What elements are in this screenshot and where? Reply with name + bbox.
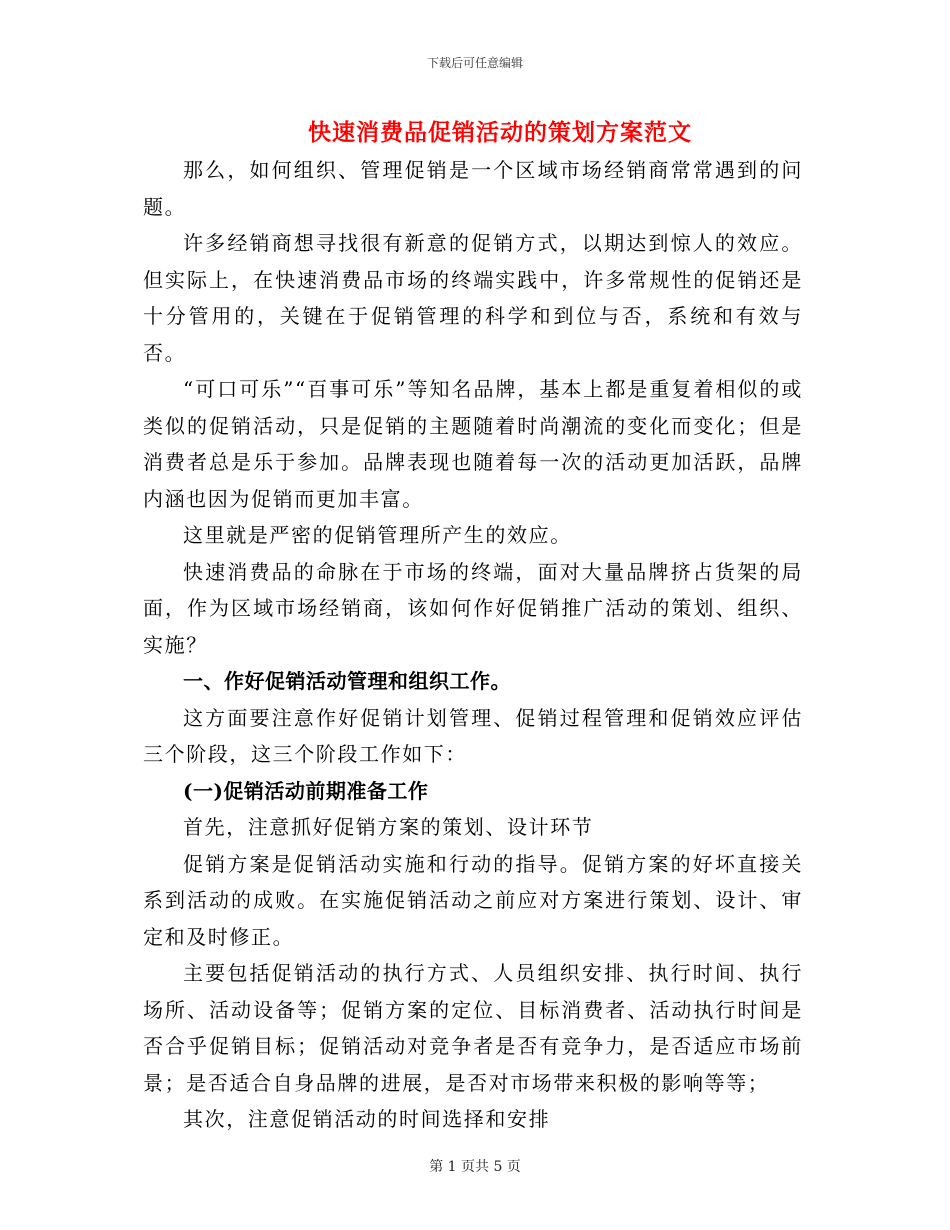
paragraph: 快速消费品的命脉在于市场的终端，面对大量品牌挤占货架的局面，作为区域市场经销商，该如何作好促销推广活动的策划、组织、实施？ [143, 559, 803, 657]
paragraph: “可口可乐”“百事可乐”等知名品牌，基本上都是重复着相似的或类似的促销活动，只是促销的主题随着时尚潮流的变化而变化；但是消费者总是乐于参加。品牌表现也随着每一次的活动更加活跃，品牌内涵也因为促销而更加丰富。 [143, 377, 803, 511]
paragraph: 其次，注意促销活动的时间选择和安排 [183, 1107, 551, 1131]
document-title: 快速消费品促销活动的策划方案范文 [308, 119, 692, 146]
paragraph: 许多经销商想寻找很有新意的促销方式，以期达到惊人的效应。但实际上，在快速消费品市场的终端实践中，许多常规性的促销还是十分管用的，关键在于促销管理的科学和到位与否，系统和有效与否。 [143, 231, 803, 365]
page-number: 第 1 页共 5 页 [429, 1159, 521, 1175]
document-body [143, 152, 803, 1138]
paragraph: 首先，注意抓好促销方案的策划、设计环节 [183, 815, 594, 839]
paragraph: 这里就是严密的促销管理所产生的效应。 [183, 523, 572, 547]
paragraph: 那么，如何组织、管理促销是一个区域市场经销商常常遇到的问题。 [143, 158, 803, 219]
paragraph: 主要包括促销活动的执行方式、人员组织安排、执行时间、执行场所、活动设备等；促销方案的定位、目标消费者、活动执行时间是否合乎促销目标；促销活动对竞争者是否有竞争力，是否适应市场前景；是否适合自身品牌的进展，是否对市场带来积极的影响等等； [143, 961, 803, 1095]
subsection-heading: (一)促销活动前期准备工作 [183, 778, 429, 803]
paragraph: 促销方案是促销活动实施和行动的指导。促销方案的好坏直接关系到活动的成败。在实施促销活动之前应对方案进行策划、设计、审定和及时修正。 [143, 851, 803, 949]
section-heading: 一、作好促销活动管理和组织工作。 [183, 669, 511, 693]
paragraph: 这方面要注意作好促销计划管理、促销过程管理和促销效应评估三个阶段，这三个阶段工作如下： [143, 705, 803, 766]
header-note: 下载后可任意编辑 [426, 56, 523, 70]
